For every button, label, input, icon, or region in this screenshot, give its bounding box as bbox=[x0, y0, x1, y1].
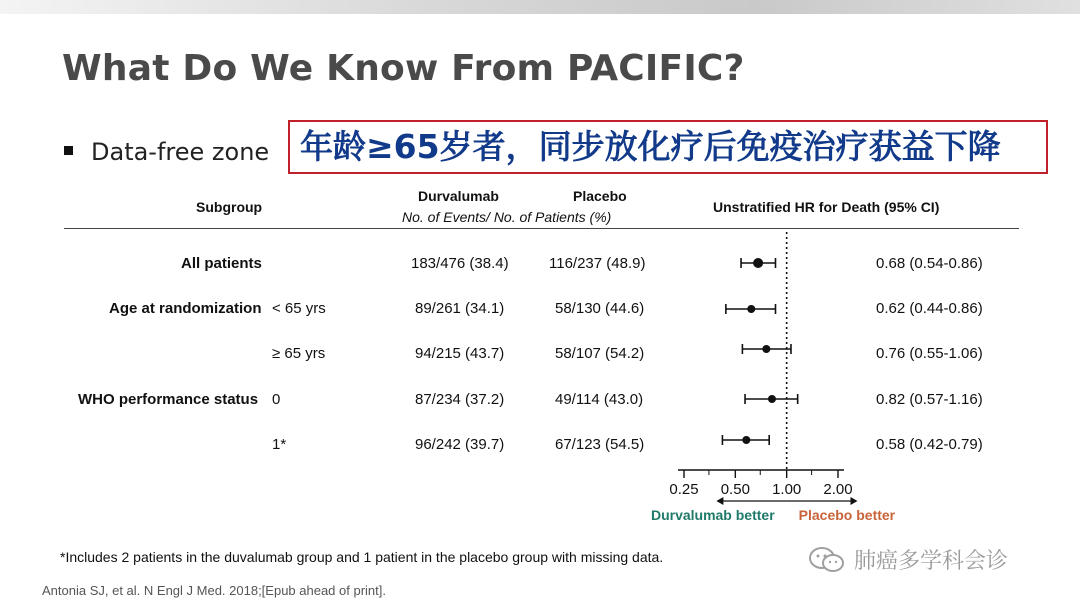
row-hr-text: 0.58 (0.42-0.79) bbox=[876, 436, 983, 453]
row-placebo: 58/107 (54.2) bbox=[555, 345, 645, 362]
row-label: All patients bbox=[181, 255, 262, 272]
row-hr-text: 0.62 (0.44-0.86) bbox=[876, 300, 983, 317]
row-durvalumab: 96/242 (39.7) bbox=[415, 436, 505, 453]
row-hr-text: 0.76 (0.55-1.06) bbox=[876, 345, 983, 362]
header-durvalumab: Durvalumab bbox=[418, 188, 499, 204]
row-durvalumab: 89/261 (34.1) bbox=[415, 300, 505, 317]
x-tick-label: 0.50 bbox=[720, 481, 750, 498]
header-placebo: Placebo bbox=[573, 188, 627, 204]
x-tick-label: 1.00 bbox=[772, 481, 802, 498]
chinese-callout-box: 年龄≥65岁者，同步放化疗后免疫治疗获益下降 bbox=[288, 120, 1048, 174]
footnote: *Includes 2 patients in the duvalumab group and 1 patient in the placebo group with missing data. bbox=[60, 549, 664, 565]
slide-title: What Do We Know From PACIFIC? bbox=[62, 48, 745, 89]
placebo-better-label: Placebo better bbox=[798, 507, 896, 523]
row-sublabel: < 65 yrs bbox=[272, 300, 326, 317]
row-sublabel: 0 bbox=[272, 391, 281, 408]
hr-point bbox=[762, 345, 770, 353]
citation: Antonia SJ, et al. N Engl J Med. 2018;[Epub ahead of print]. bbox=[42, 583, 386, 598]
row-placebo: 58/130 (44.6) bbox=[555, 300, 645, 317]
row-label: Age at randomization bbox=[109, 300, 262, 317]
hr-point bbox=[768, 395, 776, 403]
bullet-text: Data-free zone bbox=[91, 138, 270, 166]
durvalumab-better-label: Durvalumab better bbox=[650, 507, 775, 523]
header-events: No. of Events/ No. of Patients (%) bbox=[402, 209, 612, 225]
header-subgroup: Subgroup bbox=[196, 199, 263, 215]
row-durvalumab: 87/234 (37.2) bbox=[415, 391, 505, 408]
row-placebo: 49/114 (43.0) bbox=[555, 391, 644, 408]
wechat-icon bbox=[808, 545, 846, 575]
right-arrow-head bbox=[851, 497, 858, 505]
row-placebo: 67/123 (54.5) bbox=[555, 436, 645, 453]
hr-point bbox=[747, 305, 755, 313]
x-tick-label: 0.25 bbox=[669, 481, 699, 498]
row-durvalumab: 183/476 (38.4) bbox=[411, 255, 509, 272]
row-label: WHO performance status bbox=[78, 391, 259, 408]
row-sublabel: ≥ 65 yrs bbox=[272, 345, 326, 362]
hr-point bbox=[753, 258, 763, 268]
row-sublabel: 1* bbox=[272, 436, 287, 453]
header-hr: Unstratified HR for Death (95% CI) bbox=[713, 199, 940, 215]
watermark bbox=[808, 544, 1008, 575]
watermark-text: 肺癌多学科会诊 bbox=[854, 548, 1009, 573]
row-placebo: 116/237 (48.9) bbox=[549, 255, 646, 272]
row-hr-text: 0.68 (0.54-0.86) bbox=[876, 255, 983, 272]
left-arrow-head bbox=[716, 497, 723, 505]
hr-point bbox=[742, 436, 750, 444]
row-durvalumab: 94/215 (43.7) bbox=[415, 345, 505, 362]
row-hr-text: 0.82 (0.57-1.16) bbox=[876, 391, 983, 408]
x-tick-label: 2.00 bbox=[823, 481, 853, 498]
